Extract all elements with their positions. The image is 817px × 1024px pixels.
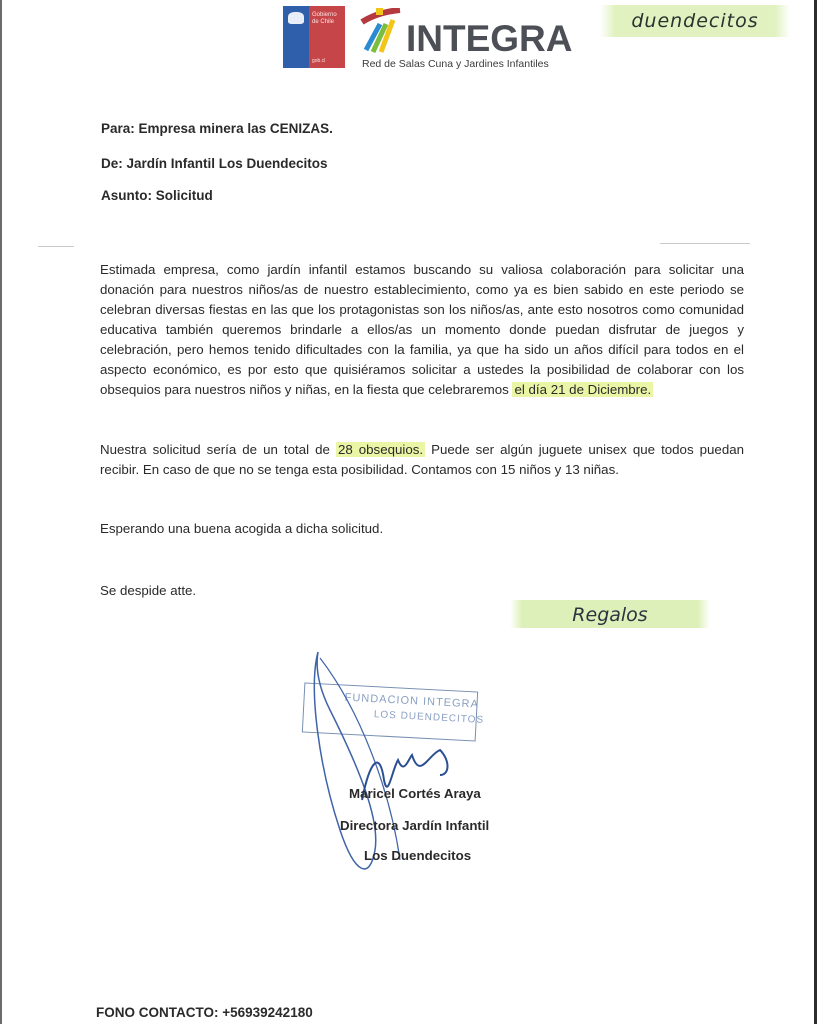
integra-logo: INTEGRA Red de Salas Cuna y Jardines Infantiles [360,8,570,72]
signatory-title: Directora Jardín Infantil [340,818,490,833]
contact-phone: FONO CONTACTO: +56939242180 [96,1005,313,1020]
signatory-institution: Los Duendecitos [364,848,472,863]
integra-figure-icon [360,8,408,56]
scan-artifact-line [660,243,750,244]
handwritten-note-duendecitos: duendecitos [600,5,790,37]
institution-stamp: FUNDACION INTEGRA LOS DUENDECITOS [302,682,478,741]
gobierno-de-chile-logo: Gobierno de Chile gob.cl [283,6,345,68]
coat-of-arms-icon [288,12,304,24]
farewell-line: Se despide atte. [100,583,197,598]
scan-left-edge [0,0,2,1024]
body-paragraph-2: Nuestra solicitud sería de un total de 28 obsequios. Puede ser algún juguete unisex que todos puedan recibir. En caso de que no se tenga esta posibilidad. Contamos con 15 niños y 13 niñas. [100,442,744,477]
subject-line: Asunto: Solicitud [101,188,213,203]
highlighted-date: el día 21 de Diciembre. [514,382,652,397]
handwritten-note-regalos: Regalos [510,600,710,628]
signatory-name: Maricel Cortés Araya [349,786,481,801]
handwritten-signature [300,650,480,880]
recipient-line: Para: Empresa minera las CENIZAS. [101,121,333,136]
sender-line: De: Jardín Infantil Los Duendecitos [101,156,328,171]
highlighted-gift-count: 28 obsequios. [337,442,424,457]
scan-artifact-line [38,246,74,247]
closing-line: Esperando una buena acogida a dicha solicitud. [100,521,384,536]
body-paragraph-1: Estimada empresa, como jardín infantil estamos buscando su valiosa colaboración para solicitar una donación para nuestros niños/as de nuestro establecimiento, como ya es bien sabido en este periodo se celebran diversas fiestas en las que los protagonistas son los niños/as, ante esto nosotros como comunidad educativa también queremos brindarle a ellos/as un momento donde puedan disfrutar de juegos y celebración, pero hemos tenido dificultades con la familia, ya que ha sido un años difícil para todos en el aspecto económico, es por esto que quisiéramos solicitar a ustedes la posibilidad de colaborar con los obsequios para nuestros niños y niñas, en la fiesta que celebraremos el día 21 de Diciembre. [100,262,744,397]
